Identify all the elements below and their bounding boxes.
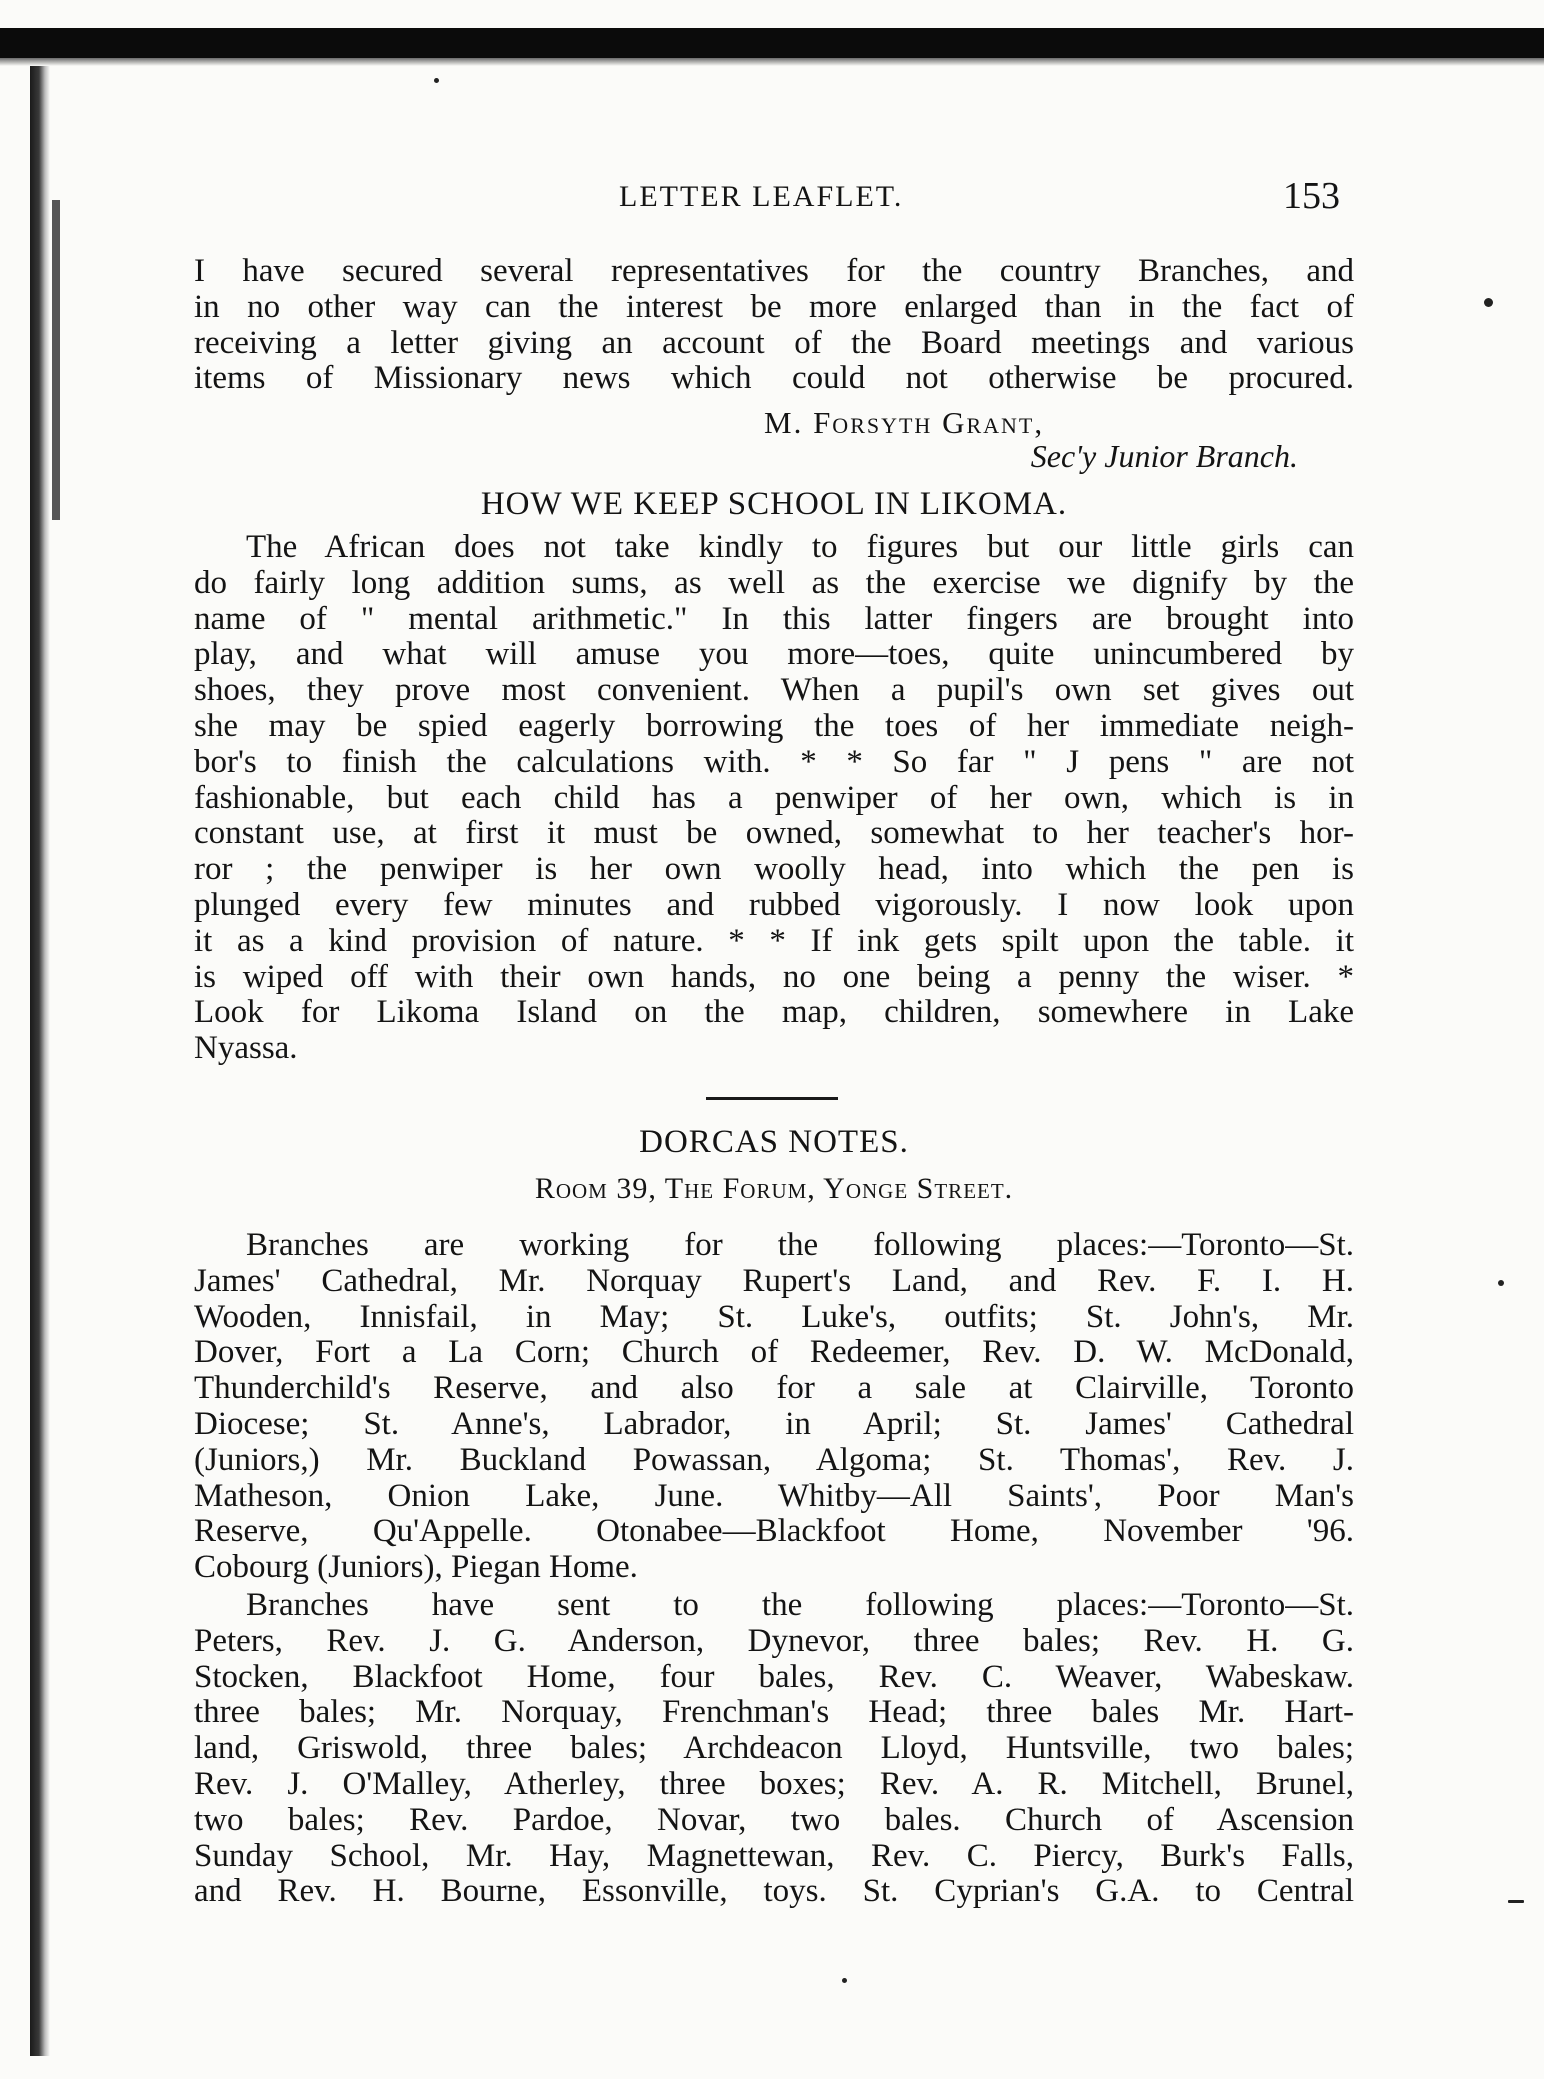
scan-top-shadow xyxy=(0,58,1544,66)
text-line: ror ; the penwiper is her own woolly head, into which the pen is xyxy=(194,851,1354,888)
text-line: The African does not take kindly to figures but our little girls can xyxy=(246,529,1354,565)
text-line: Rev. J. O'Malley, Atherley, three boxes; Rev. A. R. Mitchell, Brunel, xyxy=(194,1765,1354,1802)
scan-speck xyxy=(1498,1280,1504,1286)
text-line: Matheson, Onion Lake, June. Whitby—All Saints', Poor Man's xyxy=(194,1477,1354,1514)
text-line: Sunday School, Mr. Hay, Magnettewan, Rev. C. Piercy, Burk's Falls, xyxy=(194,1837,1354,1874)
text-line: and Rev. H. Bourne, Essonville, toys. St. Cyprian's G.A. to Central xyxy=(194,1873,1354,1910)
text-line: Look for Likoma Island on the map, children, somewhere in Lake xyxy=(194,994,1354,1031)
text-line: in no other way can the interest be more enlarged than in the fact of xyxy=(194,288,1354,325)
text-line: shoes, they prove most convenient. When a pupil's own set gives out xyxy=(194,672,1354,709)
text-line: Branches are working for the following places:—Toronto—St. xyxy=(246,1227,1354,1263)
scan-speck xyxy=(1484,298,1493,307)
text-line: fashionable, but each child has a penwiper of her own, which is in xyxy=(194,779,1354,816)
scan-speck xyxy=(434,78,439,83)
text-line: Nyassa. xyxy=(194,1030,298,1067)
text-line: do fairly long addition sums, as well as the exercise we dignify by the xyxy=(194,564,1354,601)
text-line: Cobourg (Juniors), Piegan Home. xyxy=(194,1549,638,1586)
text-line: Thunderchild's Reserve, and also for a sale at Clairville, Toronto xyxy=(194,1370,1354,1407)
text-line: she may be spied eagerly borrowing the toes of her immediate neigh- xyxy=(194,707,1354,744)
scan-left-binding-mark xyxy=(52,200,60,520)
text-line: (Juniors,) Mr. Buckland Powassan, Algoma; St. Thomas', Rev. J. xyxy=(194,1441,1354,1478)
text-line: bor's to finish the calculations with. * * So far " J pens " are not xyxy=(194,743,1354,780)
text-line: Dover, Fort a La Corn; Church of Redeemer, Rev. D. W. McDonald, xyxy=(194,1334,1354,1371)
likoma-paragraph xyxy=(194,530,1354,1067)
text-line: Reserve, Qu'Appelle. Otonabee—Blackfoot Home, November '96. xyxy=(194,1513,1354,1550)
text-line: James' Cathedral, Mr. Norquay Rupert's Land, and Rev. F. I. H. xyxy=(194,1262,1354,1299)
text-line: name of " mental arithmetic." In this latter fingers are brought into xyxy=(194,600,1354,637)
text-line: Branches have sent to the following places:—Toronto—St. xyxy=(246,1587,1354,1623)
page-header xyxy=(194,175,1354,220)
text-line: Diocese; St. Anne's, Labrador, in April; St. James' Cathedral xyxy=(194,1405,1354,1442)
scan-top-border xyxy=(0,28,1544,58)
text-line: I have secured several representatives for the country Branches, and xyxy=(194,253,1354,289)
text-line: play, and what will amuse you more—toes, quite unincumbered by xyxy=(194,636,1354,673)
text-line: three bales; Mr. Norquay, Frenchman's Head; three bales Mr. Hart- xyxy=(194,1694,1354,1731)
text-line: plunged every few minutes and rubbed vigorously. I now look upon xyxy=(194,886,1354,923)
intro-paragraph xyxy=(194,254,1354,397)
signature-name: M. Forsyth Grant, xyxy=(764,405,1045,440)
scan-speck xyxy=(1508,1900,1524,1903)
text-line: Stocken, Blackfoot Home, four bales, Rev. C. Weaver, Wabeskaw. xyxy=(194,1658,1354,1695)
running-title: LETTER LEAFLET. xyxy=(619,180,904,213)
likoma-heading: HOW WE KEEP SCHOOL IN LIKOMA. xyxy=(480,486,1068,522)
text-line: it as a kind provision of nature. * * If ink gets spilt upon the table. it xyxy=(194,922,1354,959)
scan-speck xyxy=(842,1978,847,1983)
page-number: 153 xyxy=(1283,175,1340,217)
text-line: land, Griswold, three bales; Archdeacon Lloyd, Huntsville, two bales; xyxy=(194,1730,1354,1767)
dorcas-subheading: Room 39, The Forum, Yonge Street. xyxy=(534,1172,1014,1205)
text-line: Peters, Rev. J. G. Anderson, Dynevor, three bales; Rev. H. G. xyxy=(194,1622,1354,1659)
scan-left-binding-edge xyxy=(30,66,50,2056)
section-divider xyxy=(706,1097,838,1100)
text-line: items of Missionary news which could not otherwise be procured. xyxy=(194,360,1354,397)
text-line: two bales; Rev. Pardoe, Novar, two bales. Church of Ascension xyxy=(194,1801,1354,1838)
dorcas-paragraph-sent xyxy=(194,1588,1354,1910)
text-line: constant use, at first it must be owned, somewhat to her teacher's hor- xyxy=(194,815,1354,852)
text-line: receiving a letter giving an account of the Board meetings and various xyxy=(194,324,1354,361)
dorcas-paragraph-working xyxy=(194,1228,1354,1586)
text-line: is wiped off with their own hands, no one being a penny the wiser. * xyxy=(194,958,1354,995)
dorcas-heading: DORCAS NOTES. xyxy=(639,1124,909,1160)
signature-title: Sec'y Junior Branch. xyxy=(1030,438,1298,474)
text-line: Wooden, Innisfail, in May; St. Luke's, outfits; St. John's, Mr. xyxy=(194,1298,1354,1335)
